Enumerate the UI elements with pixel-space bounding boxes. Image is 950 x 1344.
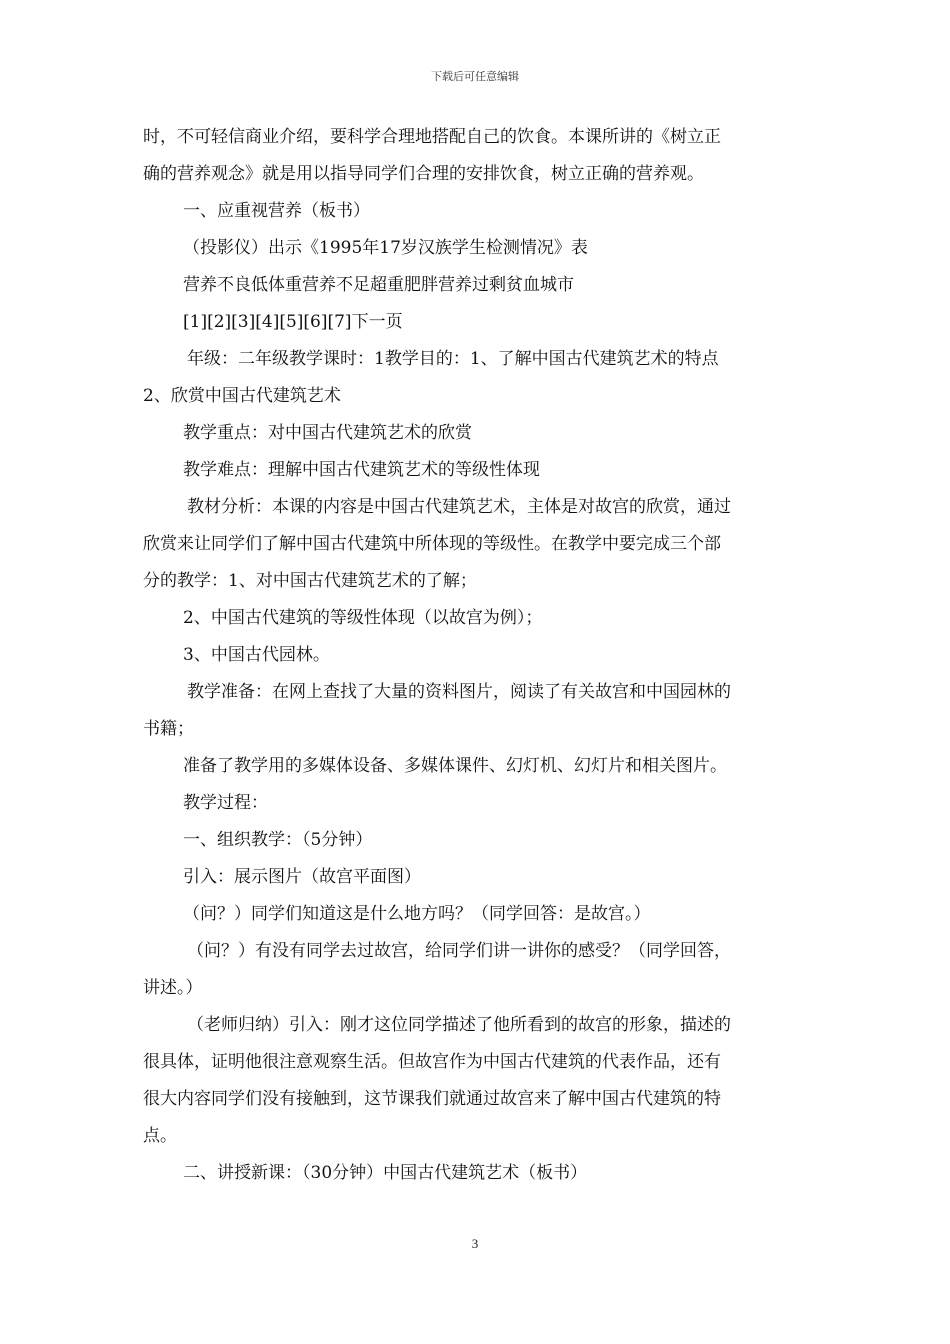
- text-line: 欣赏来让同学们了解中国古代建筑中所体现的等级性。在教学中要完成三个部: [143, 534, 721, 554]
- text-line: （问？）有没有同学去过故宫，给同学们讲一讲你的感受？（同学回答，: [187, 941, 731, 961]
- section-heading: 二、讲授新课：（30分钟）中国古代建筑艺术（板书）: [183, 1163, 588, 1183]
- text-line: 2、欣赏中国古代建筑艺术: [143, 386, 341, 406]
- text-line: 教学过程：: [183, 793, 268, 813]
- text-line: 讲述。）: [143, 978, 203, 998]
- text-line: 很大内容同学们没有接触到，这节课我们就通过故宫来了解中国古代建筑的特: [143, 1089, 721, 1109]
- text-line: 教学难点：理解中国古代建筑艺术的等级性体现: [183, 460, 540, 480]
- text-line: 3、中国古代园林。: [183, 645, 330, 665]
- text-line: 分的教学：1、对中国古代建筑艺术的了解；: [143, 571, 477, 591]
- section-heading: 一、应重视营养（板书）: [183, 201, 370, 221]
- text-line: 时，不可轻信商业介绍，要科学合理地搭配自己的饮食。本课所讲的《树立正: [143, 127, 721, 147]
- text-line: 准备了教学用的多媒体设备、多媒体课件、幻灯机、幻灯片和相关图片。: [183, 756, 727, 776]
- text-line: 书籍；: [143, 719, 194, 739]
- text-line: 点。: [143, 1126, 177, 1146]
- text-line: 年级：二年级教学课时：1教学目的：1、了解中国古代建筑艺术的特点: [187, 349, 719, 369]
- page-header: 下载后可任意编辑: [431, 70, 519, 83]
- text-line: 很具体，证明他很注意观察生活。但故宫作为中国古代建筑的代表作品，还有: [143, 1052, 721, 1072]
- text-line: （投影仪）出示《1995年17岁汉族学生检测情况》表: [183, 238, 588, 258]
- text-line: 引入：展示图片（故宫平面图）: [183, 867, 421, 887]
- text-line: 教学准备：在网上查找了大量的资料图片，阅读了有关故宫和中国园林的: [187, 682, 731, 702]
- text-line: （老师归纳）引入：刚才这位同学描述了他所看到的故宫的形象，描述的: [187, 1015, 731, 1035]
- text-line: 教学重点：对中国古代建筑艺术的欣赏: [183, 423, 472, 443]
- text-line: 确的营养观念》就是用以指导同学们合理的安排饮食，树立正确的营养观。: [143, 164, 704, 184]
- section-heading: 一、组织教学：（5分钟）: [183, 830, 373, 850]
- pagination-links: [1][2][3][4][5][6][7]下一页: [183, 312, 403, 332]
- text-line: 教材分析：本课的内容是中国古代建筑艺术，主体是对故宫的欣赏，通过: [187, 497, 731, 517]
- text-line: 营养不良低体重营养不足超重肥胖营养过剩贫血城市: [183, 275, 574, 295]
- text-line: （问？）同学们知道这是什么地方吗？（同学回答：是故宫。）: [183, 904, 651, 924]
- page-number: 3: [471, 1236, 479, 1251]
- text-line: 2、中国古代建筑的等级性体现（以故宫为例）；: [183, 608, 543, 628]
